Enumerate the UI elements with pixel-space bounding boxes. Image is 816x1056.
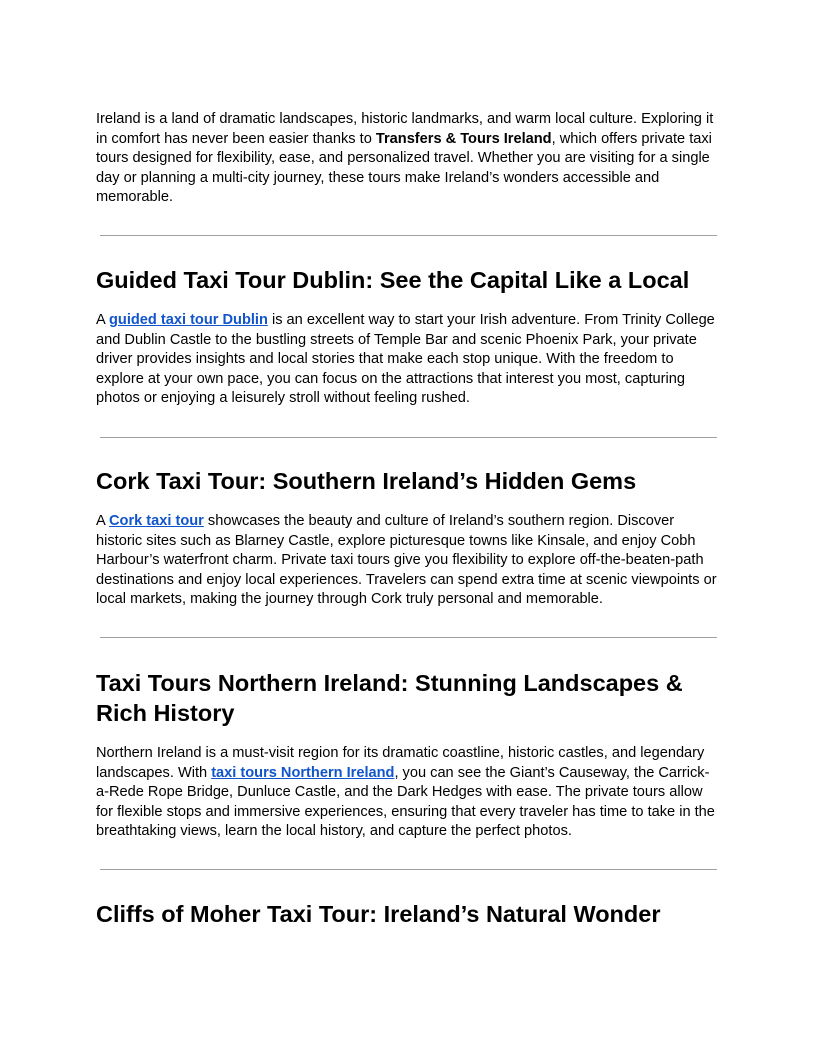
- section-paragraph-northern-ireland: [96, 744, 722, 842]
- section-divider: [100, 235, 717, 236]
- intro-brand-name: Transfers & Tours Ireland: [375, 130, 552, 147]
- paragraph-text: A: [96, 311, 109, 328]
- paragraph-text: showcases the beauty and culture of Ireland’s southern region. Discover historic sites such as Blarney Castle, explore picturesque towns like Kinsale, and enjoy Cobh Harbour’s waterfront charm. Private taxi tours give you flexibility to explore off-the-beaten-path destinations and enjoy local experiences. Travelers can spend extra time at scenic viewpoints or local markets, making the journey through Cork truly personal and memorable.: [96, 512, 717, 608]
- section-paragraph-cork: [96, 512, 722, 610]
- link-guided-taxi-tour-dublin[interactable]: guided taxi tour Dublin: [108, 311, 268, 328]
- link-cork-taxi-tour[interactable]: Cork taxi tour: [108, 512, 204, 529]
- paragraph-text: is an excellent way to start your Irish adventure. From Trinity College and Dublin Castle to the bustling streets of Temple Bar and scenic Phoenix Park, your private driver provides insights and local stories that make each stop unique. With the freedom to explore at your own pace, you can focus on the attractions that interest you most, capturing photos or enjoying a leisurely stroll without feeling rushed.: [96, 311, 715, 407]
- paragraph-text: Northern Ireland is a must-visit region for its dramatic coastline, historic castles, and legendary landscapes. With: [96, 744, 705, 781]
- link-taxi-tours-northern-ireland[interactable]: taxi tours Northern Ireland: [211, 764, 395, 781]
- intro-text-1: Ireland is a land of dramatic landscapes, historic landmarks, and warm local culture. Exploring it in comfort has never been easier thanks to: [96, 111, 714, 147]
- section-divider: [100, 869, 717, 870]
- document-page: [96, 110, 722, 929]
- section-paragraph-dublin: [96, 311, 722, 409]
- section-heading-cork: Cork Taxi Tour: Southern Ireland’s Hidden Gems: [96, 467, 637, 494]
- section-heading-cliffs-of-moher: Cliffs of Moher Taxi Tour: Ireland’s Natural Wonder: [96, 900, 661, 927]
- paragraph-text: , you can see the Giant’s Causeway, the Carrick-a-Rede Rope Bridge, Dunluce Castle, and the Dark Hedges with ease. The private tours allow for flexible stops and immersive experiences, ensuring that every traveler has time to take in the breathtaking views, learn the local history, and capture the perfect photos.: [96, 764, 715, 840]
- intro-text-2: , which offers private taxi tours designed for flexibility, ease, and personalized travel. Whether you are visiting for a single day or planning a multi-city journey, these tours make Ireland’s wonders accessible and memorable.: [96, 130, 712, 206]
- section-heading-northern-ireland: Taxi Tours Northern Ireland: Stunning Landscapes & Rich History: [96, 669, 683, 726]
- intro-paragraph: [96, 110, 722, 208]
- section-divider: [100, 437, 717, 438]
- paragraph-text: A: [96, 512, 109, 529]
- section-heading-dublin: Guided Taxi Tour Dublin: See the Capital Like a Local: [96, 266, 690, 293]
- section-divider: [100, 637, 717, 638]
